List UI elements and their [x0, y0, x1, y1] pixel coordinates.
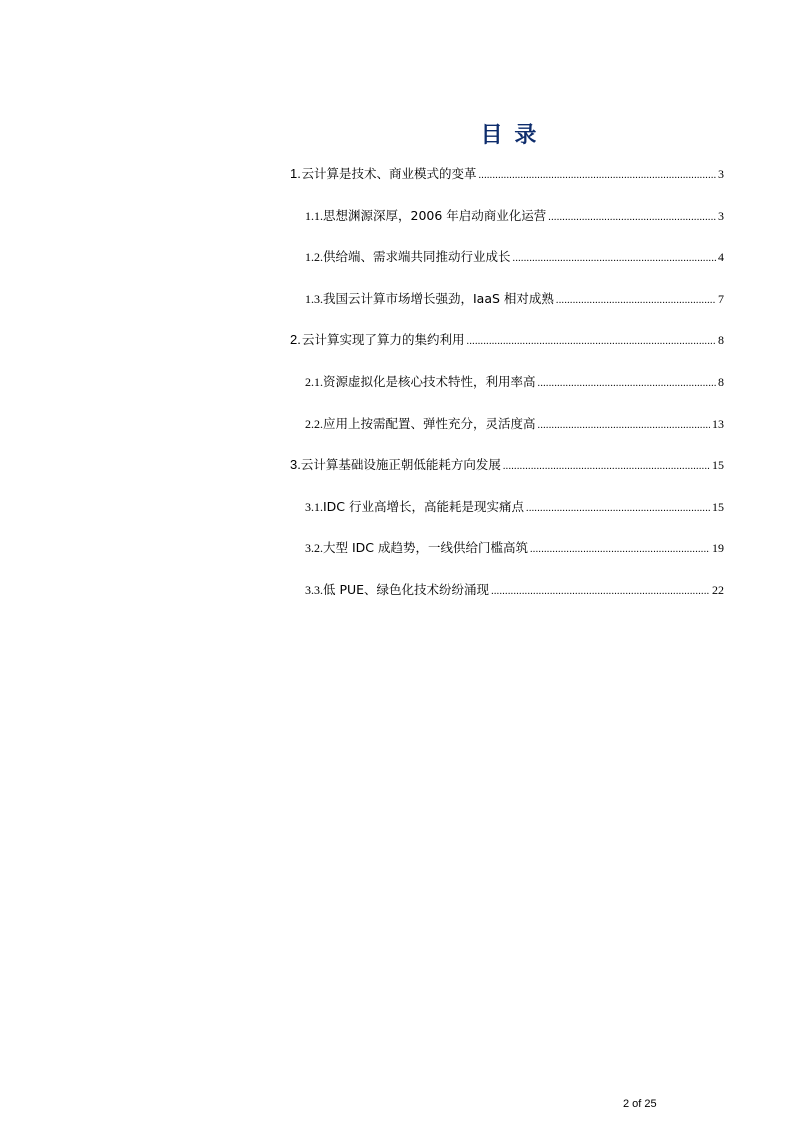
dot-leader — [538, 372, 716, 396]
toc-title: 目 录 — [480, 123, 539, 148]
toc-entry-2-2[interactable] — [288, 412, 724, 454]
toc-entry-2-1[interactable] — [288, 370, 724, 412]
toc-entry-number: 1.3. — [305, 291, 323, 306]
toc-entry-page: 22 — [712, 582, 724, 597]
toc-entry-number: 3.2. — [305, 541, 323, 556]
toc-entry-text: 云计算基础设施正朝低能耗方向发展 — [300, 457, 501, 473]
toc-entry-3-1[interactable] — [288, 495, 724, 537]
toc-entry-page: 3 — [718, 208, 724, 223]
dot-leader — [548, 206, 716, 230]
toc-entry-text: 思想渊源深厚，2006 年启动商业化运营 — [323, 207, 547, 223]
toc-entry-1-3[interactable] — [288, 287, 724, 329]
toc-entry-page: 19 — [712, 541, 724, 556]
toc-entry-3-3[interactable] — [288, 578, 724, 620]
toc-entry-1-2[interactable] — [288, 245, 724, 287]
toc-entry-number: 1. — [290, 166, 301, 181]
toc-entry-number: 3.3. — [305, 582, 323, 597]
page-indicator: 2 of 25 — [623, 1098, 657, 1110]
dot-leader — [478, 164, 716, 188]
dot-leader — [491, 580, 710, 604]
toc-entry-1-1[interactable] — [288, 204, 724, 246]
dot-leader — [538, 414, 710, 438]
toc-entry-page: 3 — [718, 167, 724, 181]
toc-entry-page: 8 — [718, 374, 724, 389]
dot-leader — [503, 455, 710, 479]
toc-entry-text: 低 PUE、绿色化技术纷纷涌现 — [323, 581, 490, 597]
toc-entry-2[interactable] — [288, 328, 724, 370]
toc-entry-number: 1.2. — [305, 250, 323, 265]
toc-entry-page: 15 — [712, 458, 724, 473]
dot-leader — [467, 330, 716, 354]
toc-entry-page: 7 — [718, 291, 724, 306]
toc-entry-text: 云计算实现了算力的集约利用 — [302, 332, 465, 348]
toc-entry-number: 1.1. — [305, 208, 323, 223]
table-of-contents — [288, 162, 724, 620]
toc-entry-page: 8 — [718, 333, 724, 348]
toc-entry-text: 资源虚拟化是核心技术特性，利用率高 — [323, 373, 536, 389]
toc-entry-text: IDC 行业高增长，高能耗是现实痛点 — [323, 498, 525, 514]
toc-entry-text: 大型 IDC 成趋势，一线供给门槛高筑 — [323, 540, 528, 556]
toc-entry-number: 3.1. — [305, 499, 323, 514]
toc-entry-3-2[interactable] — [288, 536, 724, 578]
toc-entry-number: 2. — [290, 332, 301, 348]
toc-entry-number: 2.2. — [305, 416, 323, 431]
toc-entry-text: 供给端、需求端共同推动行业成长 — [323, 249, 511, 265]
dot-leader — [526, 497, 710, 521]
toc-entry-text: 应用上按需配置、弹性充分，灵活度高 — [323, 415, 536, 431]
toc-entry-page: 15 — [712, 499, 724, 514]
toc-entry-3[interactable] — [288, 453, 724, 495]
toc-entry-1[interactable] — [288, 162, 724, 204]
toc-entry-number: 3. — [290, 457, 301, 473]
dot-leader — [530, 538, 710, 562]
toc-entry-page: 13 — [712, 416, 724, 431]
toc-entry-page: 4 — [718, 250, 724, 265]
toc-entry-text: 云计算是技术、商业模式的变革 — [301, 166, 477, 181]
dot-leader — [513, 247, 716, 271]
toc-entry-text: 我国云计算市场增长强劲，IaaS 相对成熟 — [323, 290, 554, 306]
dot-leader — [556, 289, 716, 313]
toc-entry-number: 2.1. — [305, 374, 323, 389]
